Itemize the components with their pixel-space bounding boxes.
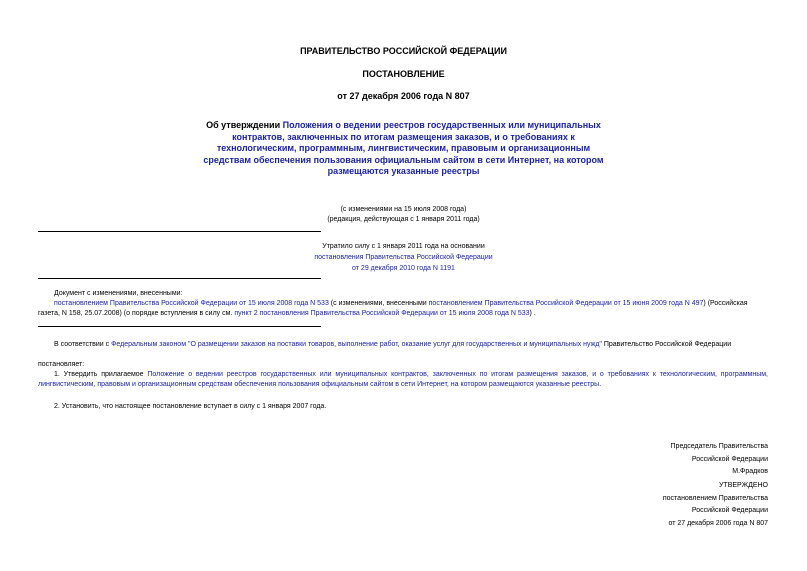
changes-text-3: ) . [529,310,536,317]
changes-text-1: (с изменениями, внесенными [328,300,429,307]
changes-link-clause-2[interactable]: пункт 2 постановления Правительства Российской Федерации от 15 июля 2008 года N 533 [234,310,530,317]
paragraph-1 [38,370,768,390]
signature-block [540,441,768,479]
edition-note-2: (редакция, действующая с 1 января 2011 года) [327,216,480,223]
approved-date: от 27 декабря 2006 года N 807 [668,519,768,527]
decrees-word: постановляет: [38,361,85,368]
separator-line [38,231,321,232]
federal-law-link[interactable]: Федеральным законом "О размещении заказов на поставки товаров, выполнение работ, оказание услуг для государственных и муниципальных нужд" [111,341,602,348]
changes-text-2: ) (Российская газета, N 158, 25.07.2008) (о порядке вступления в силу см. [38,300,748,317]
changes-list [38,299,768,319]
edition-note-1: (с изменениями на 15 июля 2008 года) [340,206,467,213]
accordance-suffix: Правительство Российской Федерации [601,341,732,348]
separator-line [38,326,321,327]
title-prefix: Об утверждении [206,120,283,130]
approved-body: Российской Федерации [691,507,768,515]
paragraph-1-prefix: 1. Утвердить прилагаемое [54,371,148,378]
changes-intro: Документ с изменениями, внесенными: [54,290,183,297]
signature-body: Российской Федерации [691,455,768,463]
accordance-paragraph [54,340,774,350]
lost-force-link-2[interactable]: от 29 декабря 2010 года N 1191 [352,265,455,272]
changes-link-533[interactable]: постановлением Правительства Российской Федерации от 15 июля 2008 года N 533 [54,300,329,307]
approved-label: УТВЕРЖДЕНО [718,482,768,489]
government-heading: ПРАВИТЕЛЬСТВО РОССИЙСКОЙ ФЕДЕРАЦИИ [300,46,507,56]
date-number-heading: от 27 декабря 2006 года N 807 [337,91,470,101]
regulation-link[interactable]: Положение о ведении реестров государственных или муниципальных контрактов, заключенных по итогам размещения заказов, и о требованиях к технологическим, программным, лингвистическим, правовым и организационным средствам обеспечения пользования официальным сайтом в сети Интернет, на котором размещаются указанные реестры [38,371,768,388]
title-regulation-link[interactable]: Положения о ведении реестров государственных или муниципальных контрактов, заключенных по итогам размещения заказов, и о требованиях к технологическим, программным, лингвистическим, правовым и организационным средствам обеспечения пользования официальным сайтом в сети Интернет, на котором размещаются указанные реестры [203,120,604,177]
paragraph-1-suffix: . [599,381,602,388]
signature-position: Председатель Правительства [670,443,768,450]
signature-name: М.Фрадков [732,468,768,476]
document-title [200,120,607,178]
approved-block [540,480,768,530]
separator-line [38,278,321,279]
document-type-heading: ПОСТАНОВЛЕНИЕ [362,69,445,79]
lost-force-link-1[interactable]: постановления Правительства Российской Федерации [314,254,493,261]
paragraph-2: 2. Установить, что настоящее постановление вступает в силу с 1 января 2007 года. [54,403,327,410]
lost-force-note: Утратило силу с 1 января 2011 года на основании [322,243,485,250]
changes-link-497[interactable]: постановлением Правительства Российской Федерации от 15 июня 2009 года N 497 [428,300,704,307]
approved-by: постановлением Правительства [662,494,768,502]
accordance-prefix: В соответствии с [54,341,112,348]
